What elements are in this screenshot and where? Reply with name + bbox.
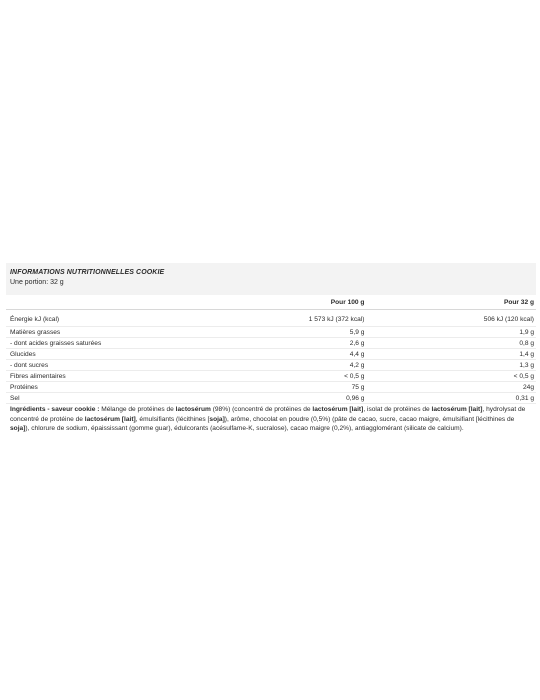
nutrient-label: Matières grasses (6, 327, 216, 338)
ingredients-text (6, 404, 536, 434)
table-row (6, 382, 536, 393)
table-row (6, 327, 536, 338)
value-per-100g: 4,2 g (216, 360, 367, 371)
ingredients-segment: ), arôme, chocolat en poudre (0,5%) (pâte de cacao, sucre, cacao maigre, émulsifiant [lécithines de (224, 415, 515, 423)
table-row (6, 393, 536, 404)
ingredients-segment: , émulsifiants (lécithines [ (135, 415, 210, 423)
value-per-32g: 1,4 g (366, 349, 536, 360)
value-per-32g: < 0,5 g (366, 371, 536, 382)
nutrient-label: Protéines (6, 382, 216, 393)
ingredients-segment: , isolat de protéines de (363, 406, 432, 413)
table-row (6, 349, 536, 360)
allergen-highlight: lactosérum [lait] (84, 415, 136, 423)
value-per-100g: 1 573 kJ (372 kcal) (216, 310, 367, 327)
column-header-per-100g: Pour 100 g (216, 295, 367, 310)
nutrient-label: Sel (6, 393, 216, 404)
ingredients-lead: Ingrédients - saveur cookie : (10, 406, 100, 413)
nutrient-label: - dont sucres (6, 360, 216, 371)
value-per-100g: 0,96 g (216, 393, 367, 404)
column-header-label (6, 295, 216, 310)
column-header-per-32g: Pour 32 g (366, 295, 536, 310)
nutrition-header (6, 263, 536, 295)
nutrient-label: Glucides (6, 349, 216, 360)
nutrition-title: INFORMATIONS NUTRITIONNELLES COOKIE (10, 269, 165, 276)
nutrient-label: Fibres alimentaires (6, 371, 216, 382)
value-per-100g: < 0,5 g (216, 371, 367, 382)
table-row (6, 310, 536, 327)
nutrient-label: Énergie kJ (kcal) (6, 310, 216, 327)
ingredients-segment: (98%) (concentré de protéines de (210, 406, 313, 413)
allergen-highlight: lactosérum (175, 406, 211, 413)
allergen-highlight: soja] (209, 415, 225, 423)
ingredients-segment: , hydrolysat de concentré de protéine de (10, 406, 526, 423)
value-per-32g: 0,8 g (366, 338, 536, 349)
allergen-highlight: soja] (10, 425, 26, 432)
value-per-32g: 1,3 g (366, 360, 536, 371)
value-per-32g: 1,9 g (366, 327, 536, 338)
ingredients-segment: Mélange de protéines de (99, 406, 176, 413)
value-per-100g: 75 g (216, 382, 367, 393)
value-per-32g: 24g (366, 382, 536, 393)
table-row (6, 371, 536, 382)
ingredients-segment: ), chlorure de sodium, épaississant (gomme guar), édulcorants (acésulfame-K, sucralose), cacao maigre (0,2%), antiagglomérant (silicate de calcium). (25, 425, 464, 432)
table-header-row (6, 295, 536, 310)
nutrient-label: - dont acides graisses saturées (6, 338, 216, 349)
value-per-100g: 5,9 g (216, 327, 367, 338)
value-per-100g: 2,6 g (216, 338, 367, 349)
value-per-100g: 4,4 g (216, 349, 367, 360)
table-row (6, 338, 536, 349)
value-per-32g: 0,31 g (366, 393, 536, 404)
allergen-highlight: lactosérum [lait] (312, 406, 364, 413)
portion-size: Une portion: 32 g (10, 279, 64, 286)
nutrition-panel (6, 263, 536, 434)
allergen-highlight: lactosérum [lait] (431, 406, 483, 413)
table-row (6, 360, 536, 371)
nutrition-table (6, 295, 536, 404)
value-per-32g: 506 kJ (120 kcal) (366, 310, 536, 327)
